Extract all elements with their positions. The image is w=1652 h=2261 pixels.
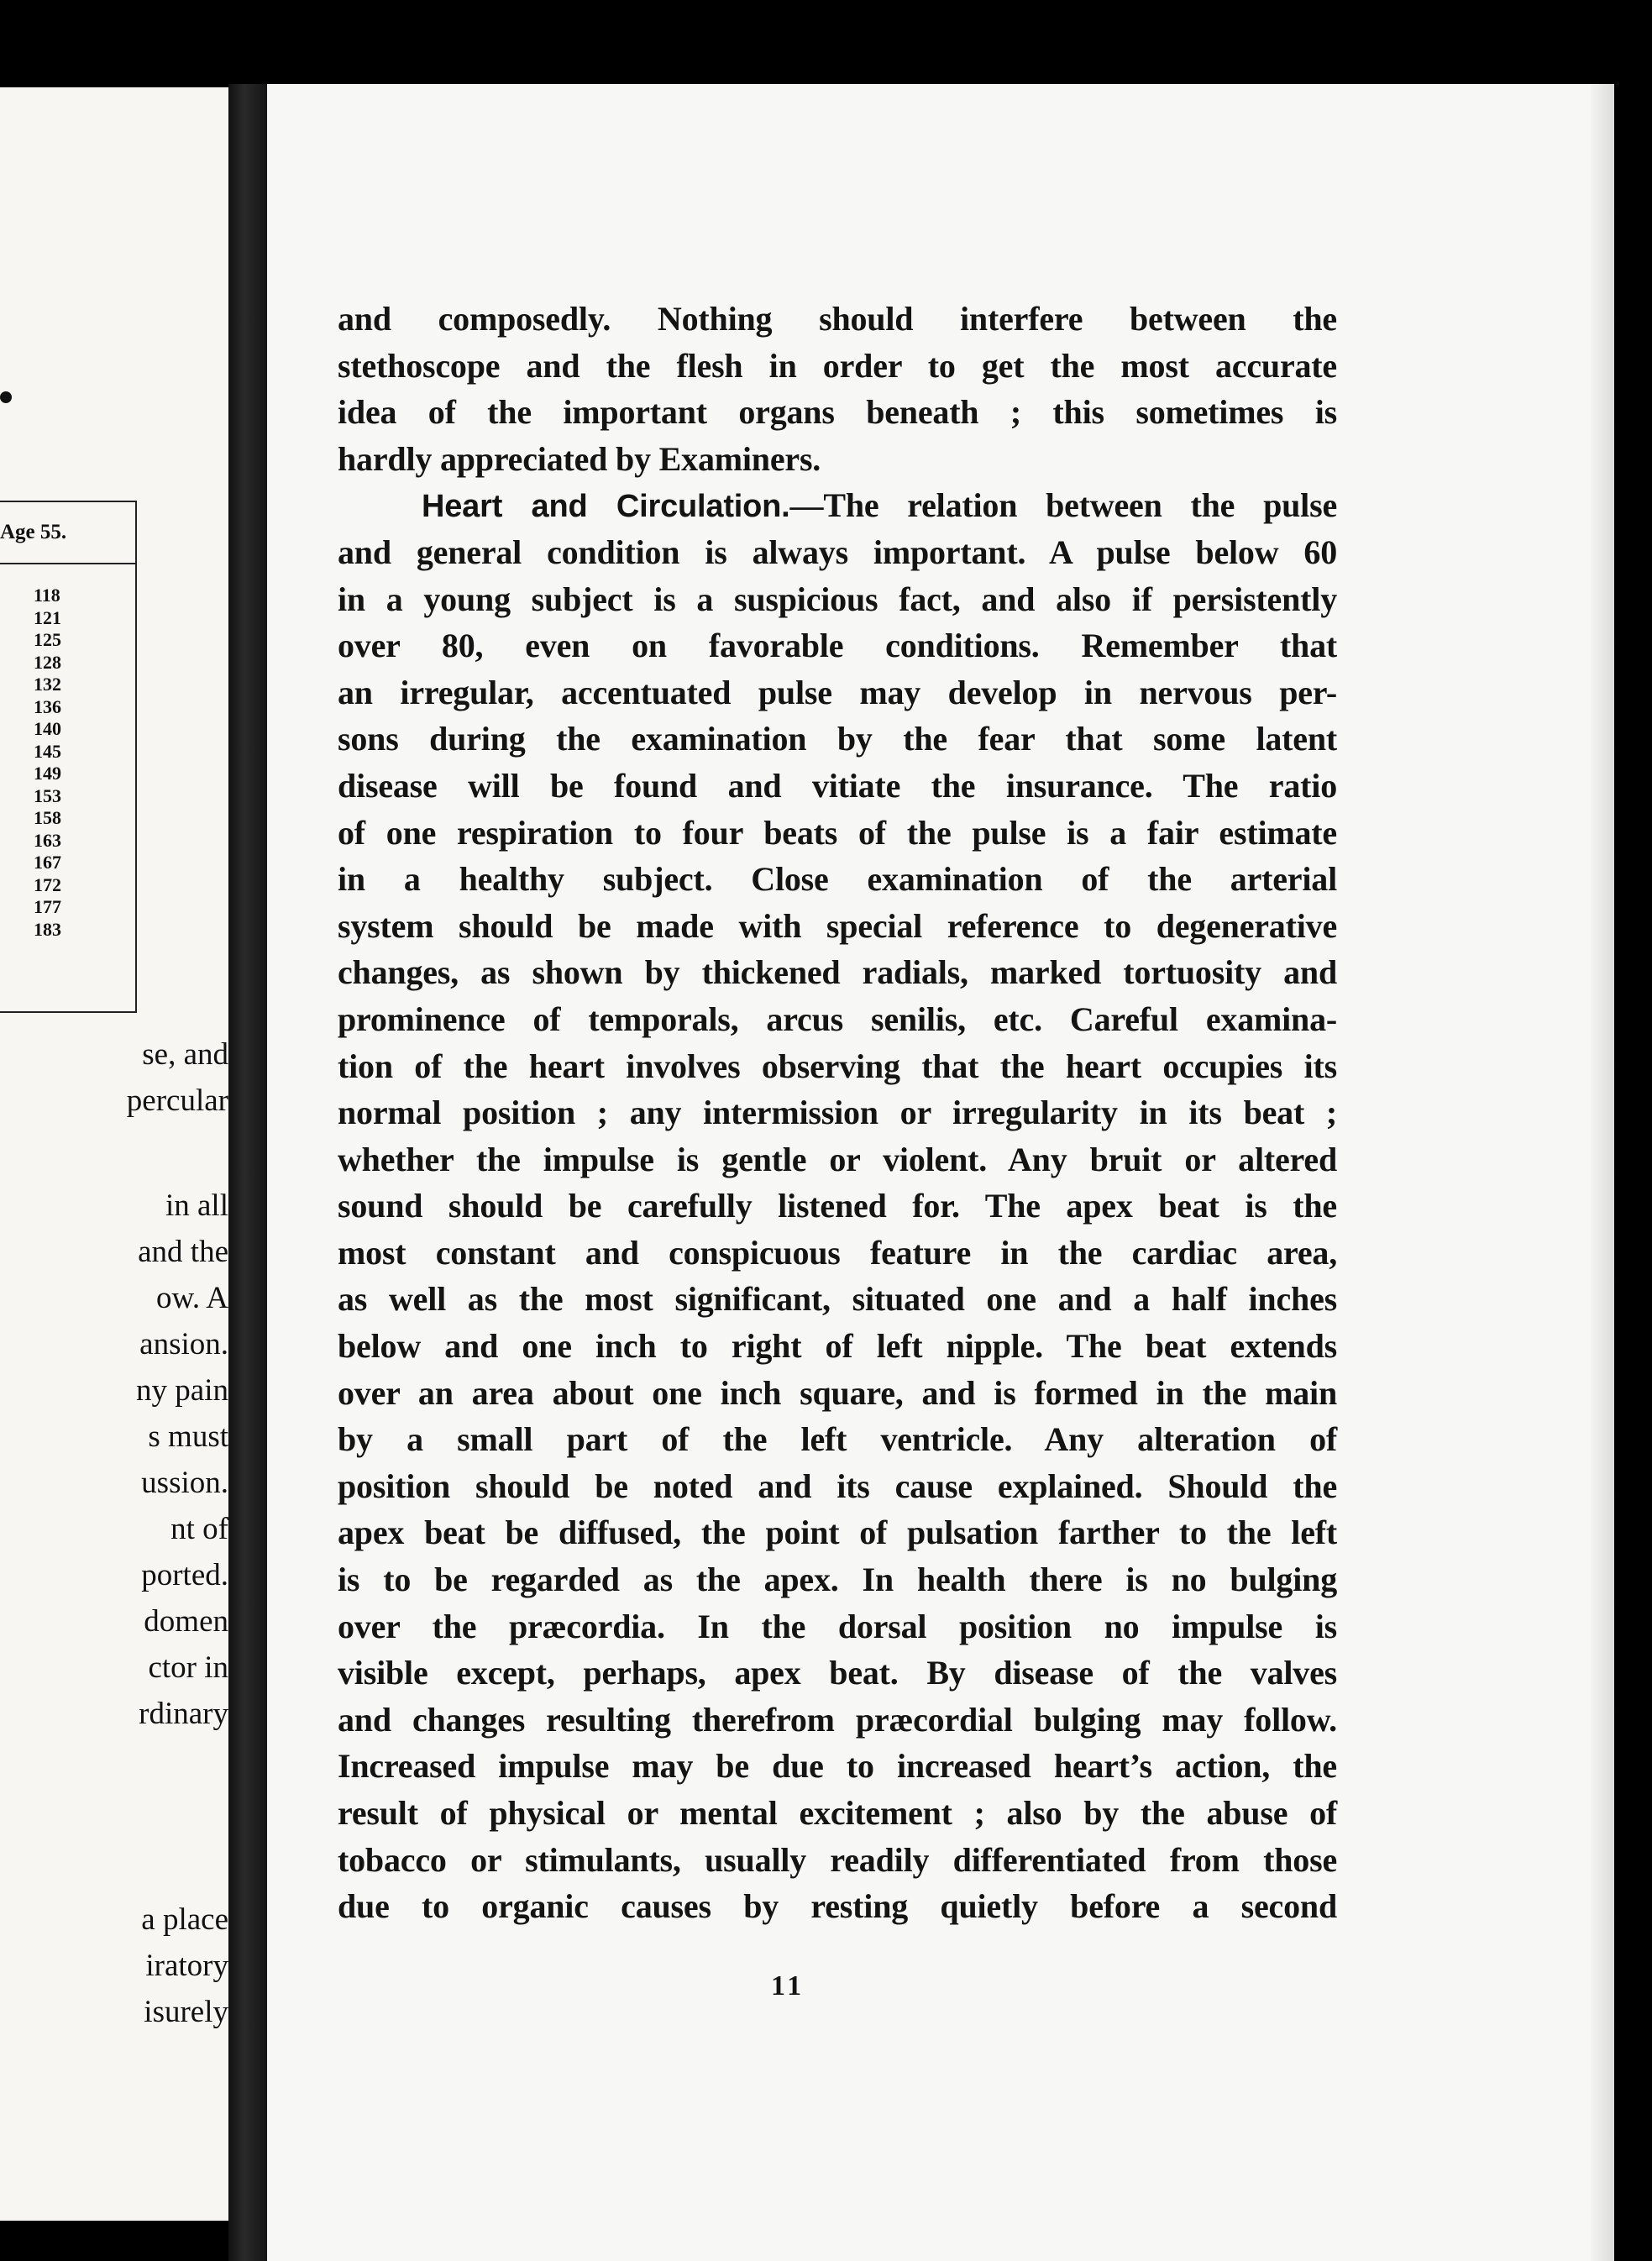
- age-table-value: 118: [34, 585, 60, 606]
- page-number: 11: [771, 1970, 805, 2001]
- ink-dot: [0, 391, 12, 403]
- text-line: and general condition is always important. A pulse below 60: [338, 532, 1337, 571]
- text-fragment: iratory: [145, 1949, 228, 1983]
- age-table-value: 177: [34, 896, 61, 917]
- text-line: sons during the examination by the fear that some latent: [338, 720, 1337, 758]
- text-line: sound should be carefully listened for. The apex beat is the: [338, 1187, 1337, 1225]
- age-table-value: 140: [34, 718, 61, 739]
- left-facing-page: [0, 87, 228, 2221]
- text-line: normal position ; any intermission or irregularity in its beat ;: [338, 1094, 1337, 1132]
- text-fragment: in all: [165, 1188, 228, 1223]
- age-table-value: 183: [34, 918, 61, 940]
- age-table-value: 125: [34, 629, 61, 650]
- age-table-value: 136: [34, 695, 61, 717]
- text-line-with-heading: [338, 482, 1337, 529]
- text-line: system should be made with special reference to degenerative: [338, 906, 1337, 945]
- text-line: tion of the heart involves observing that the heart occupies its: [338, 1047, 1337, 1085]
- section-heading: Heart and Circulation.: [422, 489, 790, 525]
- age-table-value: 128: [34, 651, 61, 673]
- text-line: disease will be found and vitiate the insurance. The ratio: [338, 766, 1337, 805]
- page-edge-shadow: [1591, 84, 1614, 2261]
- text-line: due to organic causes by resting quietly before a second: [338, 1887, 1337, 1926]
- text-fragment: ctor in: [148, 1650, 228, 1685]
- text-fragment: s must: [148, 1419, 228, 1454]
- text-line: an irregular, accentuated pulse may develop in nervous per-: [338, 673, 1337, 711]
- age-table-value: 172: [34, 873, 61, 895]
- age-table: [0, 501, 137, 1013]
- text-line: result of physical or mental excitement ; also by the abuse of: [338, 1794, 1337, 1832]
- text-line: in a young subject is a suspicious fact, and also if persistently: [338, 580, 1337, 618]
- text-fragment: rdinary: [139, 1697, 228, 1731]
- text-line: most constant and conspicuous feature in the cardiac area,: [338, 1233, 1337, 1272]
- text-line: below and one inch to right of left nipple. The beat extends: [338, 1327, 1337, 1366]
- text-line: whether the impulse is gentle or violent. Any bruit or altered: [338, 1140, 1337, 1178]
- text-fragment: nt of: [170, 1512, 228, 1546]
- text-fragment: domen: [144, 1604, 228, 1639]
- age-table-value: 121: [34, 606, 61, 628]
- text-fragment: ny pain: [136, 1373, 228, 1408]
- text-line: changes, as shown by thickened radials, marked tortuosity and: [338, 953, 1337, 992]
- main-page: [267, 84, 1614, 2261]
- text-line: stethoscope and the flesh in order to get the most accurate: [338, 346, 1337, 385]
- text-fragment: percular: [126, 1083, 228, 1118]
- text-fragment: ow. A: [156, 1281, 228, 1315]
- text-fragment: ussion.: [141, 1466, 228, 1500]
- text-line: in a healthy subject. Close examination of the arterial: [338, 860, 1337, 899]
- text-fragment: and the: [138, 1235, 228, 1269]
- text-line: Increased impulse may be due to increased heart’s action, the: [338, 1747, 1337, 1786]
- text-line: is to be regarded as the apex. In health there is no bulging: [338, 1561, 1337, 1599]
- text-line: over the præcordia. In the dorsal position no impulse is: [338, 1607, 1337, 1645]
- text-line: idea of the important organs beneath ; this sometimes is: [338, 393, 1337, 432]
- age-table-value: 158: [34, 807, 61, 828]
- age-table-value: 132: [34, 674, 61, 695]
- text-line: as well as the most significant, situated one and a half inches: [338, 1280, 1337, 1319]
- age-table-value: 163: [34, 829, 61, 851]
- text-line: visible except, perhaps, apex beat. By disease of the valves: [338, 1654, 1337, 1692]
- age-table-header: Age 55.: [0, 502, 135, 564]
- age-table-value: 153: [34, 784, 61, 806]
- text-fragment: a place: [141, 1902, 228, 1937]
- text-fragment: ported.: [141, 1558, 228, 1592]
- text-run: —The relation between the pulse: [789, 486, 1337, 525]
- text-line: and changes resulting therefrom præcordial bulging may follow.: [338, 1700, 1337, 1739]
- text-line: tobacco or stimulants, usually readily differentiated from those: [338, 1840, 1337, 1879]
- age-table-values: [0, 564, 135, 941]
- text-line: over 80, even on favorable conditions. Remember that: [338, 627, 1337, 665]
- age-table-value: 145: [34, 740, 61, 762]
- age-table-value: 167: [34, 852, 61, 873]
- text-line: hardly appreciated by Examiners.: [338, 439, 821, 478]
- text-fragment: ansion.: [139, 1327, 228, 1361]
- text-line: apex beat be diffused, the point of pulsation farther to the left: [338, 1513, 1337, 1552]
- text-line: prominence of temporals, arcus senilis, etc. Careful examina-: [338, 999, 1337, 1038]
- text-fragment: se, and: [142, 1037, 228, 1072]
- body-text: [338, 296, 1337, 1930]
- text-line: and composedly. Nothing should interfere between the: [338, 300, 1337, 338]
- text-line: of one respiration to four beats of the pulse is a fair estimate: [338, 813, 1337, 852]
- text-line: by a small part of the left ventricle. Any alteration of: [338, 1420, 1337, 1459]
- text-line: over an area about one inch square, and is formed in the main: [338, 1373, 1337, 1412]
- book-gutter: [228, 84, 267, 2261]
- age-table-value: 149: [34, 763, 61, 784]
- text-line: position should be noted and its cause explained. Should the: [338, 1466, 1337, 1505]
- text-fragment: isurely: [144, 1995, 228, 2029]
